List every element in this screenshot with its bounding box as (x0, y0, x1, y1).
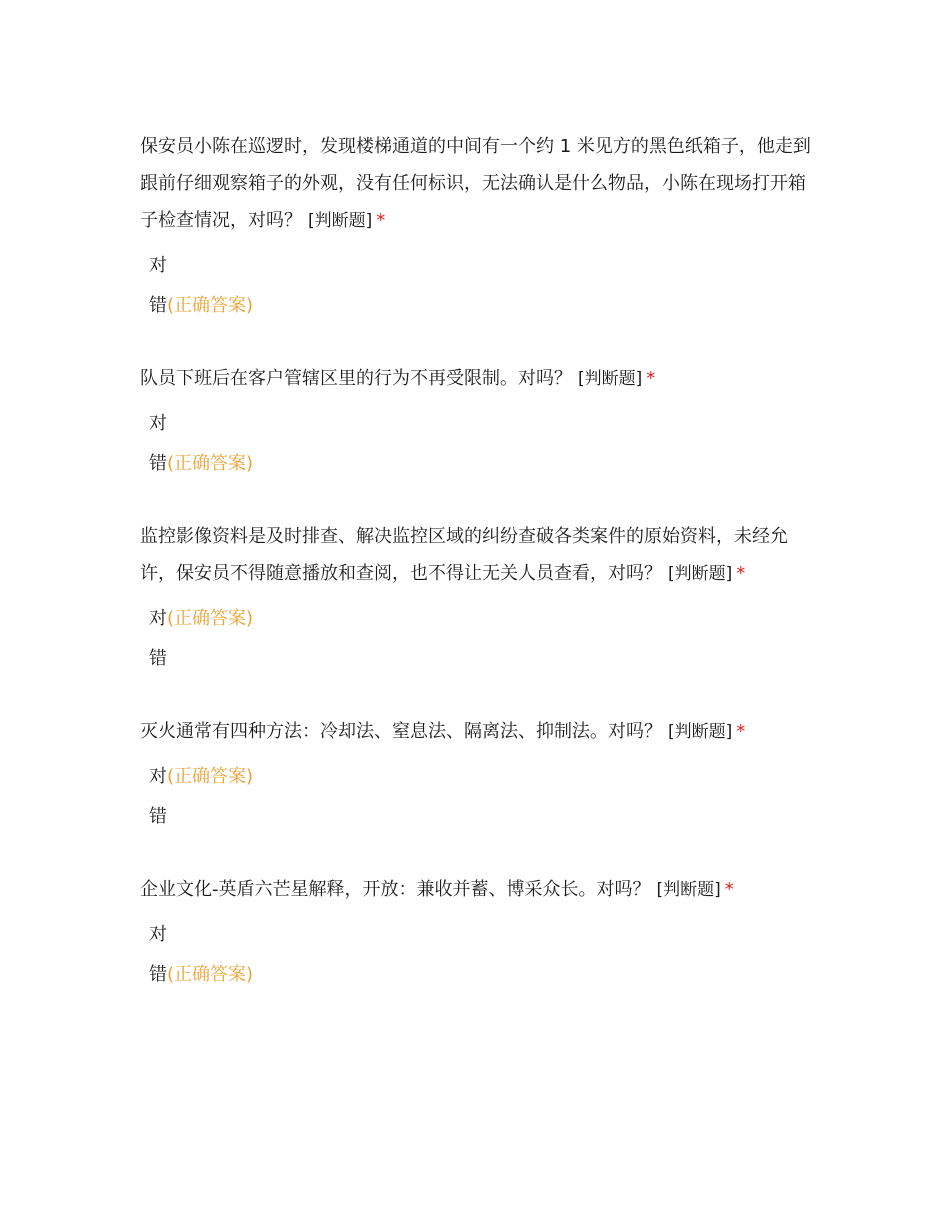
required-marker: * (724, 879, 734, 900)
required-marker: * (736, 721, 746, 742)
question-body: 保安员小陈在巡逻时，发现楼梯通道的中间有一个约 1 米见方的黑色纸箱子，他走到跟前仔细观察箱子的外观，没有任何标识，无法确认是什么物品，小陈在现场打开箱子检查情况，对吗？ (140, 136, 811, 231)
question-1 (140, 128, 820, 326)
option-list (140, 246, 820, 326)
required-marker: * (376, 210, 386, 231)
option-true[interactable] (140, 599, 820, 639)
correct-answer-mark: (正确答案) (167, 453, 254, 474)
option-false[interactable] (140, 955, 820, 995)
option-label: 错 (149, 806, 167, 827)
option-false[interactable] (140, 444, 820, 484)
option-label: 对 (149, 255, 167, 276)
question-body: 灭火通常有四种方法：冷却法、窒息法、隔离法、抑制法。对吗？ (140, 721, 662, 742)
question-type-tag: [判断题] (656, 880, 721, 900)
correct-answer-mark: (正确答案) (167, 608, 254, 629)
question-3 (140, 518, 820, 679)
question-2 (140, 360, 820, 484)
option-list (140, 915, 820, 995)
option-list (140, 599, 820, 679)
required-marker: * (736, 563, 746, 584)
correct-answer-mark: (正确答案) (167, 766, 254, 787)
option-true[interactable] (140, 757, 820, 797)
question-body: 企业文化-英盾六芒星解释，开放：兼收并蓄、博采众长。对吗？ (140, 879, 651, 900)
option-label: 错 (149, 453, 167, 474)
option-false[interactable] (140, 797, 820, 837)
quiz-document (140, 128, 820, 1029)
question-text (140, 713, 820, 751)
required-marker: * (646, 368, 656, 389)
option-true[interactable] (140, 915, 820, 955)
option-label: 对 (149, 608, 167, 629)
option-true[interactable] (140, 404, 820, 444)
option-list (140, 404, 820, 484)
option-label: 对 (149, 766, 167, 787)
question-body: 监控影像资料是及时排查、解决监控区域的纠纷查破各类案件的原始资料，未经允许，保安员不得随意播放和查阅，也不得让无关人员查看，对吗？ (140, 526, 788, 584)
option-false[interactable] (140, 639, 820, 679)
option-false[interactable] (140, 286, 820, 326)
question-text (140, 871, 820, 909)
option-label: 错 (149, 648, 167, 669)
correct-answer-mark: (正确答案) (167, 964, 254, 985)
option-label: 错 (149, 964, 167, 985)
question-text (140, 128, 820, 240)
question-type-tag: [判断题] (668, 722, 733, 742)
question-body: 队员下班后在客户管辖区里的行为不再受限制。对吗？ (140, 368, 572, 389)
option-true[interactable] (140, 246, 820, 286)
option-list (140, 757, 820, 837)
question-type-tag: [判断题] (668, 564, 733, 584)
question-text (140, 360, 820, 398)
question-text (140, 518, 820, 593)
option-label: 错 (149, 295, 167, 316)
correct-answer-mark: (正确答案) (167, 295, 254, 316)
question-4 (140, 713, 820, 837)
option-label: 对 (149, 413, 167, 434)
option-label: 对 (149, 924, 167, 945)
question-5 (140, 871, 820, 995)
question-type-tag: [判断题] (308, 211, 373, 231)
question-type-tag: [判断题] (578, 369, 643, 389)
